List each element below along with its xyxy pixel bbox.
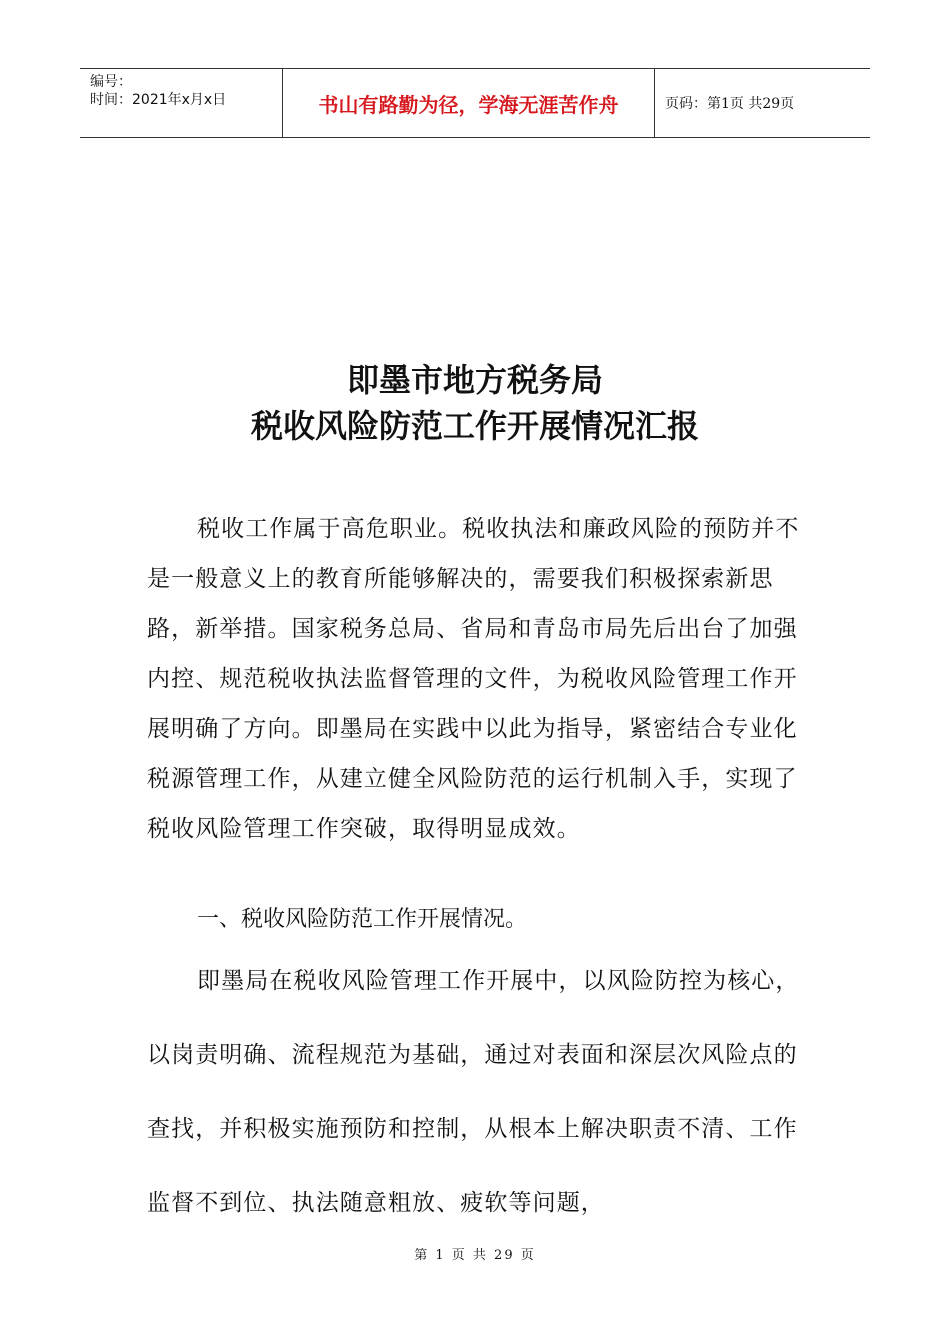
document-title-line2: 税收风险防范工作开展情况汇报 [250,407,699,445]
header-motto: 书山有路勤为径，学海无涯苦作舟 [283,69,655,137]
body-paragraph-2: 即墨局在税收风险管理工作开展中，以风险防控为核心，以岗责明确、流程规范为基础，通过对表面和深层次风险点的查找，并积极实施预防和控制，从根本上解决职责不清、工作监督不到位、执法随意粗放、疲软等问题， [147,968,800,1216]
document-time: 时间：2021年x月x日 [90,92,227,108]
page-header [80,68,870,138]
header-page-info: 页码：第1页 共29页 [665,96,795,112]
section-heading-1: 一、税收风险防范工作开展情况。 [197,907,528,932]
header-meta [80,69,283,137]
page-footer: 第 1 页 共 29 页 [414,1248,536,1263]
document-number-label: 编号： [90,74,132,90]
document-title-line1: 即墨市地方税务局 [346,361,603,399]
body-paragraph-1: 税收工作属于高危职业。税收执法和廉政风险的预防并不是一般意义上的教育所能够解决的，需要我们积极探索新思路，新举措。国家税务总局、省局和青岛市局先后出台了加强内控、规范税收执法监督管理的文件，为税收风险管理工作开展明确了方向。即墨局在实践中以此为指导，紧密结合专业化税源管理工作，从建立健全风险防范的运行机制入手，实现了税收风险管理工作突破，取得明显成效。 [147,516,800,842]
